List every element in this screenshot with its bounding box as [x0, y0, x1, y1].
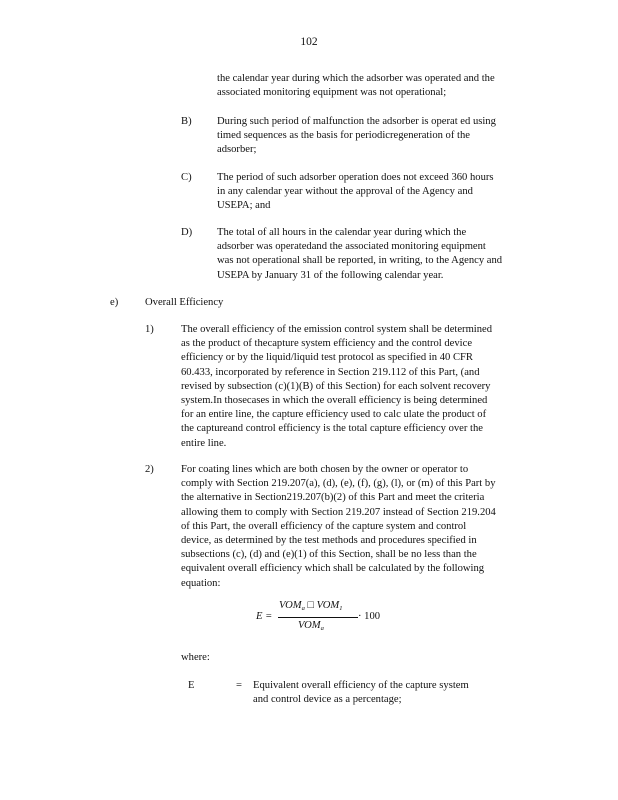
text-line: USEPA by January 31 of the following calendar year. [217, 269, 444, 281]
text-line: 60.433, incorporated by reference in Section 219.112 of this Part, (and [181, 366, 480, 378]
text-line: comply with Section 219.207(a), (d), (e), (f), (g), (l), or (m) of this Part by [181, 478, 496, 490]
text-line: efficiency or by the liquid/liquid test protocol as specified in 40 CFR [181, 352, 473, 364]
text-line: USEPA; and [217, 200, 271, 212]
text-line: for an entire line, the capture efficiency used to calc ulate the product of [181, 409, 487, 421]
numerator-sub-a: a [301, 605, 305, 612]
paragraph-1-text [181, 323, 523, 451]
item-b-text [217, 115, 531, 158]
paragraph-2-label: 2) [145, 464, 154, 475]
text-line: system.In thosecases in which the overall efficiency is being determined [181, 395, 488, 407]
equation-numerator [279, 600, 342, 612]
text-line: For coating lines which are both chosen by the owner or operator to [181, 464, 469, 475]
text-line: of this Part, the overall efficiency of the capture system and control [181, 520, 467, 532]
definition-symbol: E [188, 680, 195, 691]
definition-text [253, 679, 493, 707]
text-line: The total of all hours in the calendar year during which the [217, 227, 467, 238]
equation-lhs: E = [256, 611, 273, 622]
where-label: where: [181, 652, 210, 663]
text-line: the captureand control efficiency is the total capture efficiency over the [181, 423, 483, 435]
denominator-term: VOM [298, 620, 321, 631]
text-line: and control device as a percentage; [253, 694, 402, 706]
numerator-term-b: VOM [316, 600, 340, 611]
equation-operator: □ [304, 600, 317, 611]
page-number: 102 [300, 36, 318, 48]
text-line: Equivalent overall efficiency of the capture system [253, 680, 469, 691]
equation-denominator [298, 620, 324, 632]
text-line: subsections (c), (d) and (e)(1) of this Section, shall be no less than the [181, 549, 477, 561]
equation-multiplier: · 100 [358, 611, 381, 622]
text-line: equation: [181, 577, 221, 589]
text-line: the calendar year during which the adsorber was operated and the [217, 73, 495, 84]
text-line: timed sequences as the basis for periodicregeneration of the [217, 130, 470, 142]
text-line: associated monitoring equipment was not operational; [217, 87, 447, 99]
text-line: as the product of thecapture system efficiency and the control device [181, 338, 473, 350]
fraction-bar [278, 617, 358, 618]
definition-equals: = [236, 680, 242, 691]
text-line: was not operational shall be reported, in writing, to the Agency and [217, 255, 503, 267]
text-line: The overall efficiency of the emission control system shall be determined [181, 324, 493, 335]
text-line: During such period of malfunction the adsorber is operat ed using [217, 116, 496, 127]
numerator-sub-b: 1 [339, 605, 343, 612]
paragraph-2-text [181, 463, 539, 591]
item-c-text [217, 171, 531, 214]
text-line: the alternative in Section219.207(b)(2) of this Part and meet the criteria [181, 492, 485, 504]
item-b-label: B) [181, 116, 192, 127]
section-e-label: e) [110, 297, 119, 308]
item-c-label: C) [181, 172, 192, 183]
text-line: The period of such adsorber operation does not exceed 360 hours [217, 172, 494, 183]
text-line: in any calendar year without the approval of the Agency and [217, 186, 473, 198]
item-d-label: D) [181, 227, 193, 238]
section-e-title: Overall Efficiency [145, 297, 224, 308]
numerator-term-a: VOM [279, 600, 302, 611]
text-line: entire line. [181, 437, 227, 449]
denominator-sub: a [320, 625, 324, 632]
efficiency-equation [256, 600, 396, 640]
text-line: device, as determined by the test methods and procedures specified in [181, 535, 477, 547]
item-d-text [217, 226, 541, 283]
intro-paragraph [217, 72, 531, 100]
paragraph-1-label: 1) [145, 324, 154, 335]
text-line: equivalent overall efficiency which shall be calculated by the following [181, 563, 485, 575]
text-line: allowing them to comply with Section 219.207 instead of Section 219.204 [181, 506, 496, 518]
text-line: adsorber; [217, 144, 257, 156]
text-line: revised by subsection (c)(1)(B) of this Section) for each solvent recovery [181, 380, 491, 392]
text-line: adsorber was operatedand the associated monitoring equipment [217, 241, 486, 253]
